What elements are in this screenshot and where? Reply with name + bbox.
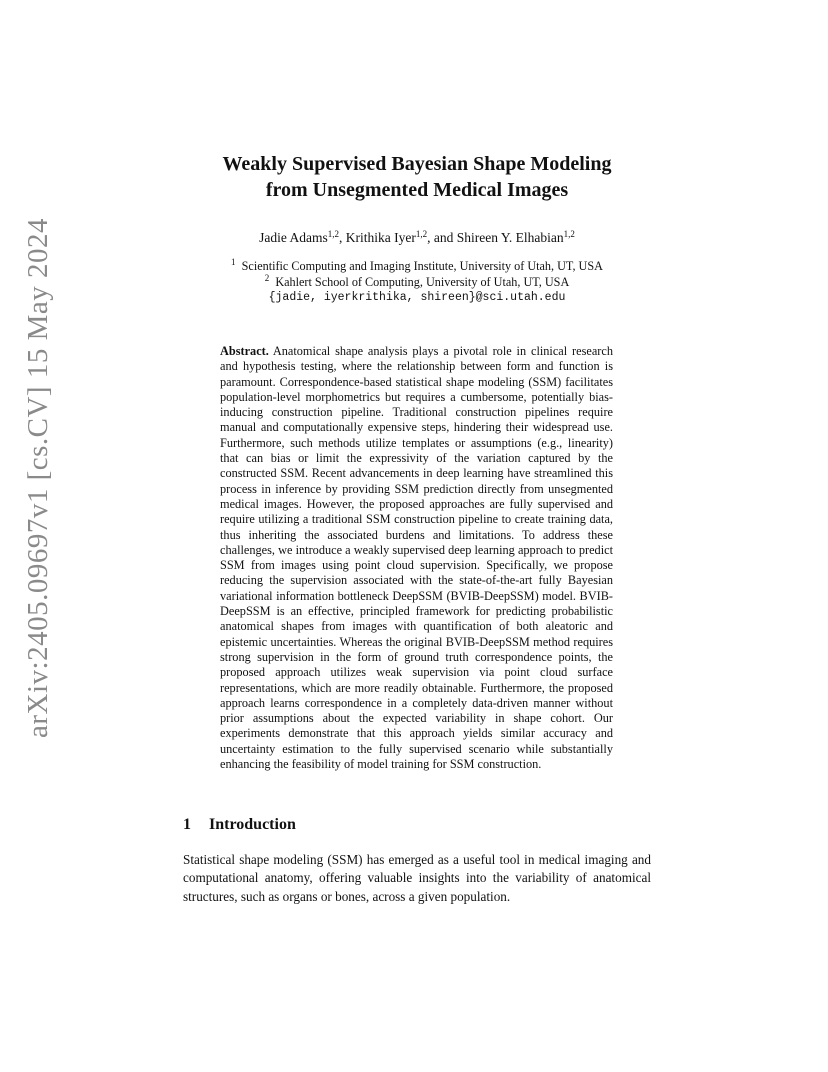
- paper-title: [150, 151, 684, 203]
- title-line-1: Weakly Supervised Bayesian Shape Modeling: [222, 153, 612, 175]
- affil-mark: 2: [264, 272, 270, 283]
- section-body: Statistical shape modeling (SSM) has emerged as a useful tool in medical imaging and computational anatomy, offering valuable insights into the variability of anatomical structures, such as organs or bones, across a given population.: [183, 852, 651, 904]
- section-title: Introduction: [209, 816, 296, 833]
- author-affil-mark: 1,2: [327, 229, 340, 239]
- author-separator: ,: [339, 230, 346, 245]
- author-separator: , and: [427, 230, 457, 245]
- author-name: Jadie Adams: [259, 230, 328, 245]
- affiliation-text: Kahlert School of Computing, University of Utah, UT, USA: [275, 274, 570, 289]
- abstract: [220, 344, 613, 772]
- author-list: [150, 230, 684, 246]
- author-affil-mark: 1,2: [415, 229, 428, 239]
- affiliation-text: Scientific Computing and Imaging Institute, University of Utah, UT, USA: [241, 259, 603, 273]
- affiliation-2: [150, 272, 684, 291]
- abstract-text: Anatomical shape analysis plays a pivotal role in clinical research and hypothesis testing, where the relationship between form and function is paramount. Correspondence-based statistical shape modeling (SSM) facilitates population-level morphometrics but requires a cumbersome, potentially bias-inducing construction pipeline. Traditional construction pipelines require manual and computationally expensive steps, hindering their widespread use. Furthermore, such methods utilize templates or assumptions (e.g., linearity) that can bias or limit the expressivity of the variation captured by the constructed SSM. Recent advancements in deep learning have streamlined this process in inference by providing SSM prediction directly from unsegmented medical images. However, the proposed approaches are fully supervised and require utilizing a traditional SSM construction pipeline to create training data, thus inheriting the associated burdens and limitations. To address these challenges, we introduce a weakly supervised deep learning approach to predict SSM from images using point cloud supervision. Specifically, we propose reducing the supervision associated with the state-of-the-art fully Bayesian variational information bottleneck DeepSSM (BVIB-DeepSSM) model. BVIB-DeepSSM is an effective, principled framework for predicting probabilistic anatomical shapes from images with quantification of both aleatoric and epistemic uncertainties. Whereas the original BVIB-DeepSSM method requires strong supervision in the form of ground truth correspondence points, the proposed approach utilizes weak supervision via point cloud surface representations, which are more readily obtainable. Furthermore, the proposed approach learns correspondence in a completely data-driven manner without prior assumptions about the expected variability in shape cohort. Our experiments demonstrate that this approach yields similar accuracy and uncertainty estimation to the fully supervised scenario while substantially enhancing the feasibility of model training for SSM construction.: [220, 344, 613, 772]
- author-name: Krithika Iyer: [345, 230, 416, 245]
- section-number: 1: [183, 816, 191, 833]
- abstract-label: Abstract.: [220, 344, 269, 358]
- section-heading: [183, 816, 296, 834]
- author-affil-mark: 1,2: [563, 229, 575, 239]
- author-email[interactable]: {jadie, iyerkrithika, shireen}@sci.utah.edu: [268, 291, 566, 304]
- affiliation-1: [150, 259, 684, 275]
- affil-mark: 1: [231, 257, 236, 267]
- arxiv-identifier: arXiv:2405.09697v1 [cs.CV] 15 May 2024: [22, 217, 54, 738]
- title-line-2: from Unsegmented Medical Images: [265, 179, 569, 201]
- author-name: Shireen Y. Elhabian: [456, 230, 564, 245]
- affiliations: [150, 259, 684, 306]
